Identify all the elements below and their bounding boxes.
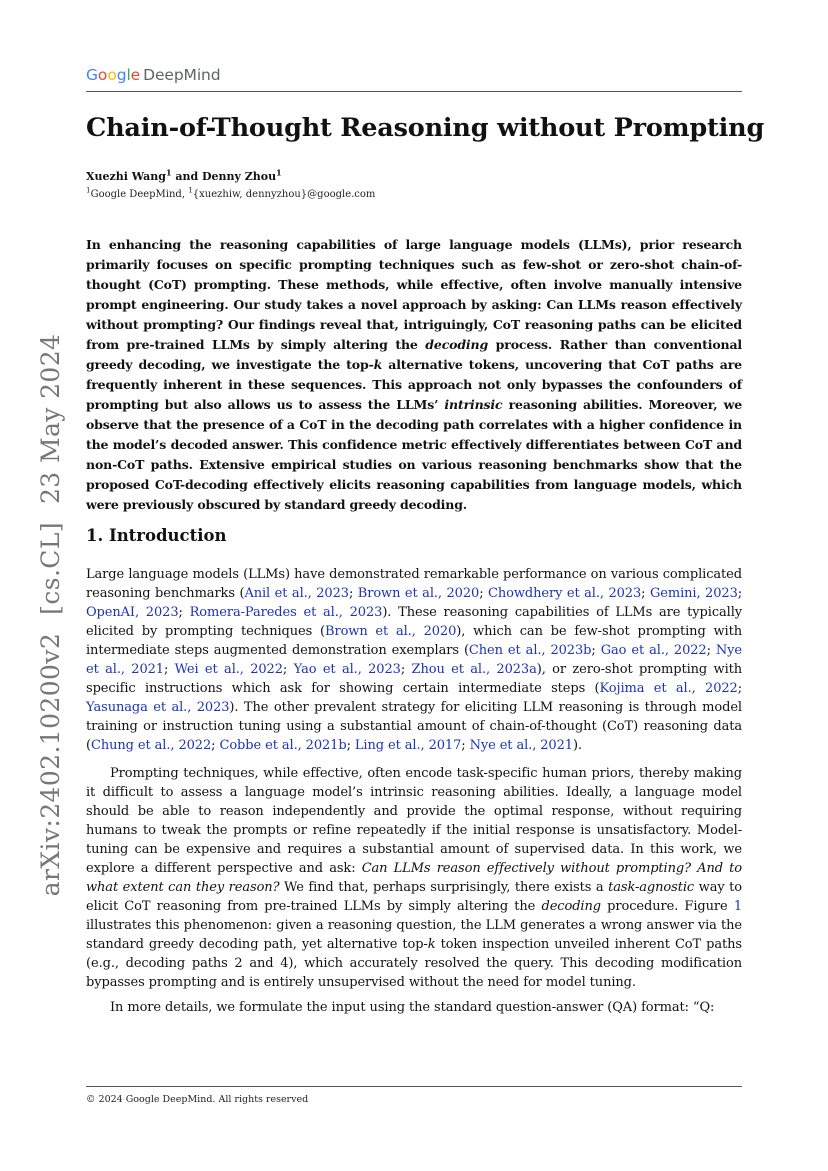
section-heading: 1. Introduction bbox=[86, 526, 227, 545]
citation-link[interactable]: Chen et al., 2023b bbox=[468, 643, 592, 658]
paragraph-text: procedure. Figure bbox=[600, 899, 734, 914]
paragraph-text: token inspection unveiled inherent CoT paths (e.g., decoding paths 2 and 4), which accurately resolved the query. This decoding modification bypasses prompting and is entirely unsupervised without the need for model tuning. bbox=[86, 937, 742, 990]
google-deepmind-logo bbox=[86, 66, 221, 84]
citation-link[interactable]: Cobbe et al., 2021b bbox=[219, 738, 347, 753]
paper-title: Chain-of-Thought Reasoning without Prompting bbox=[86, 113, 765, 143]
author-name: Xuezhi Wang bbox=[86, 170, 166, 183]
citation-link[interactable]: Wei et al., 2022 bbox=[174, 662, 283, 677]
citation-link[interactable]: Chung et al., 2022 bbox=[90, 738, 212, 753]
intro-paragraph-2 bbox=[86, 764, 742, 992]
citation-link[interactable]: Romera-Paredes et al., 2023 bbox=[189, 605, 383, 620]
logo-letter: e bbox=[130, 66, 141, 84]
paragraph-text: We find that, perhaps surprisingly, there exists a bbox=[279, 880, 609, 895]
intro-paragraph-3: In more details, we formulate the input using the standard question-answer (QA) format: “Q: bbox=[110, 1000, 715, 1015]
figure-reference-link[interactable]: 1 bbox=[733, 899, 742, 914]
abstract-emphasis: decoding bbox=[425, 337, 489, 352]
abstract-emphasis: k bbox=[373, 357, 383, 372]
logo-deepmind-text: DeepMind bbox=[143, 66, 221, 84]
citation-link[interactable]: Anil et al., 2023 bbox=[244, 586, 349, 601]
citation-separator: ; bbox=[282, 662, 294, 677]
citation-separator: ; bbox=[591, 643, 601, 658]
author-name: and Denny Zhou bbox=[171, 170, 277, 183]
arxiv-date: 23 May 2024 bbox=[36, 333, 65, 504]
logo-letter: G bbox=[86, 66, 98, 84]
citation-separator: ; bbox=[641, 586, 650, 601]
paragraph-text: way to elicit CoT reasoning from pre-trained LLMs by simply altering the bbox=[86, 880, 743, 914]
citation-link[interactable]: Yao et al., 2023 bbox=[293, 662, 401, 677]
intro-paragraph-1 bbox=[86, 565, 742, 755]
paragraph-emphasis: task-agnostic bbox=[608, 880, 695, 895]
citation-separator: ; bbox=[737, 586, 743, 601]
research-question: Can LLMs reason effectively without prompting? And to what extent can they reason? bbox=[86, 861, 742, 895]
header-divider bbox=[86, 91, 742, 92]
abstract-emphasis: intrinsic bbox=[444, 397, 503, 412]
affiliation-marker: 1 bbox=[86, 185, 91, 195]
citation-link[interactable]: OpenAI, 2023 bbox=[86, 605, 179, 620]
abstract-text: reasoning abilities. Moreover, we observe that the presence of a CoT in the decoding path correlates with a higher confidence in the model’s decoded answer. This confidence metric effectively differentiates between CoT and non-CoT paths. Extensive empirical studies on various reasoning benchmarks show that the proposed CoT-decoding effectively elicits reasoning capabilities from language models, which were previously obscured by standard greedy decoding. bbox=[86, 397, 742, 512]
logo-letter: g bbox=[116, 66, 127, 84]
paragraph-emphasis: k bbox=[427, 937, 436, 952]
paragraph-text: Prompting techniques, while effective, often encode task-specific human priors, thereby making it difficult to assess a language model’s intrinsic reasoning abilities. Ideally, a language model should be able to reason independently and provide the optimal response, without requiring humans to tweak the prompts or refine repeatedly if the initial response is unsatisfactory. Model-tuning can be expensive and requires a substantial amount of supervised data. In this work, we explore a different perspective and ask: bbox=[86, 766, 742, 876]
abstract-text: alternative tokens, uncovering that CoT paths are frequently inherent in these sequences. This approach not only bypasses the confounders of prompting but also allows us to assess the LLMs’ bbox=[86, 357, 742, 412]
citation-separator: ; bbox=[346, 738, 355, 753]
citation-link[interactable]: Gao et al., 2022 bbox=[600, 643, 707, 658]
citation-separator: ; bbox=[163, 662, 175, 677]
affiliation-marker: 1 bbox=[276, 168, 282, 178]
citation-separator: ; bbox=[348, 586, 358, 601]
paragraph-text: Large language models (LLMs) have demonstrated remarkable performance on various complicated reasoning benchmarks ( bbox=[86, 567, 742, 601]
citation-separator: ; bbox=[706, 643, 716, 658]
logo-letter: l bbox=[126, 66, 131, 84]
citation-separator: ; bbox=[400, 662, 412, 677]
arxiv-id[interactable]: arXiv:2402.10200v2 bbox=[36, 632, 65, 897]
paragraph-text: ). These reasoning capabilities of LLMs are typically elicited by prompting techniques ( bbox=[86, 605, 743, 639]
author-list bbox=[86, 170, 282, 183]
footer-divider bbox=[86, 1086, 742, 1087]
citation-separator: ; bbox=[737, 681, 742, 696]
affiliation-marker: 1 bbox=[166, 168, 172, 178]
author-emails: {xuezhiw, dennyzhou}@google.com bbox=[192, 189, 376, 200]
abstract-text: process. Rather than conventional greedy decoding, we investigate the top- bbox=[86, 337, 742, 372]
paragraph-text: ), which can be few-shot prompting with intermediate steps augmented demonstration exemplars ( bbox=[86, 624, 742, 658]
citation-separator: ; bbox=[479, 586, 489, 601]
citation-link[interactable]: Kojima et al., 2022 bbox=[599, 681, 738, 696]
citation-link[interactable]: Yasunaga et al., 2023 bbox=[86, 700, 230, 715]
citation-link[interactable]: Nye et al., 2021 bbox=[469, 738, 573, 753]
logo-letter: o bbox=[107, 66, 117, 84]
citation-link[interactable]: Nye et al., 2021 bbox=[86, 643, 743, 677]
paragraph-emphasis: decoding bbox=[541, 899, 601, 914]
affiliation-line bbox=[86, 185, 376, 200]
paragraph-text: illustrates this phenomenon: given a reasoning question, the LLM generates a wrong answer via the standard greedy decoding path, yet alternative top- bbox=[86, 918, 742, 952]
abstract bbox=[86, 235, 742, 515]
citation-separator: ; bbox=[178, 605, 190, 620]
arxiv-category: [cs.CL] bbox=[36, 522, 65, 615]
paragraph-text: ). The other prevalent strategy for eliciting LLM reasoning is through model training or instruction tuning using a substantial amount of chain-of-thought (CoT) reasoning data ( bbox=[86, 700, 742, 753]
citation-link[interactable]: Chowdhery et al., 2023 bbox=[488, 586, 642, 601]
citation-link[interactable]: Gemini, 2023 bbox=[649, 586, 738, 601]
copyright-notice: © 2024 Google DeepMind. All rights reserved bbox=[86, 1094, 309, 1105]
arxiv-sidebar-stamp bbox=[36, 316, 65, 897]
citation-separator: ; bbox=[211, 738, 220, 753]
affiliation-text: Google DeepMind, bbox=[90, 189, 189, 200]
paragraph-text: ), or zero-shot prompting with specific instructions which ask for showing certain intermediate steps ( bbox=[86, 662, 743, 696]
affiliation-marker: 1 bbox=[188, 185, 193, 195]
citation-link[interactable]: Brown et al., 2020 bbox=[357, 586, 480, 601]
citation-link[interactable]: Ling et al., 2017 bbox=[354, 738, 462, 753]
abstract-text: In enhancing the reasoning capabilities of large language models (LLMs), prior research primarily focuses on specific prompting techniques such as few-shot or zero-shot chain-of-thought (CoT) prompting. These methods, while effective, often involve manually intensive prompt engineering. Our study takes a novel approach by asking: Can LLMs reason effectively without prompting? Our findings reveal that, intriguingly, CoT reasoning paths can be elicited from pre-trained LLMs by simply altering the bbox=[86, 237, 742, 352]
citation-link[interactable]: Zhou et al., 2023a bbox=[411, 662, 537, 677]
logo-letter: o bbox=[97, 66, 108, 84]
citation-link[interactable]: Brown et al., 2020 bbox=[325, 624, 457, 639]
citation-separator: ; bbox=[461, 738, 470, 753]
paragraph-text: ). bbox=[572, 738, 582, 753]
